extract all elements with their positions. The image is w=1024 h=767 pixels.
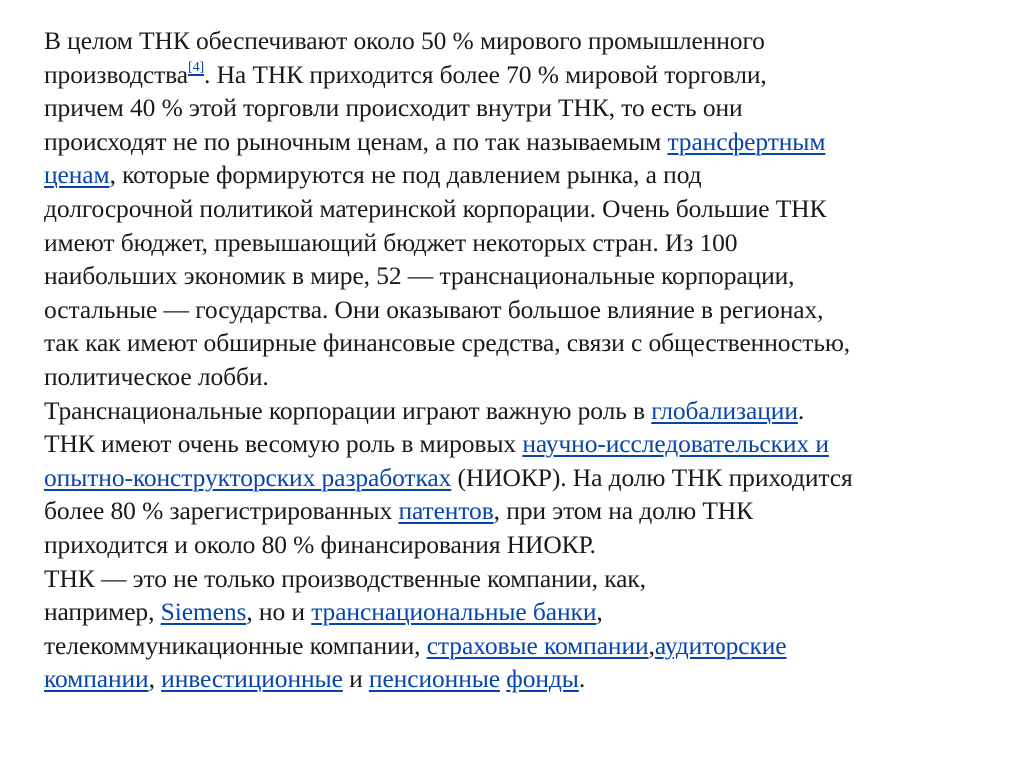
investment-link[interactable]: инвестиционные	[161, 664, 343, 694]
rnd-link[interactable]: научно-исследовательских и	[522, 429, 829, 459]
globalization-link[interactable]: глобализации	[651, 395, 798, 425]
text-line	[44, 427, 1004, 461]
text-line	[44, 662, 1004, 696]
rnd-link-cont[interactable]: опытно-конструкторских разработках	[44, 462, 452, 492]
text-run: долгосрочной политикой материнской корпорации. Очень большие ТНК	[44, 193, 827, 223]
footnote-ref-link[interactable]: [4]	[188, 60, 205, 76]
text-line	[44, 326, 1004, 360]
transfer-prices-link-cont[interactable]: ценам	[44, 160, 110, 190]
text-line	[44, 293, 1004, 327]
transfer-prices-link[interactable]: трансфертным	[667, 126, 826, 156]
text-run: ,	[596, 597, 603, 627]
text-line	[44, 528, 1004, 562]
pension-link[interactable]: пенсионные	[368, 664, 500, 694]
text-run: происходят не по рыночным ценам, а по так называемым	[44, 126, 668, 156]
text-run: . На ТНК приходится более 70 % мировой торговли,	[204, 59, 767, 89]
text-run: , которые формируются не под давлением рынка, а под	[109, 160, 702, 190]
text-line	[44, 360, 1004, 394]
text-run: .	[578, 664, 586, 694]
text-run: .	[797, 395, 805, 425]
text-run: остальные — государства. Они оказывают большое влияние в регионах,	[44, 294, 824, 324]
article-text	[44, 24, 1004, 696]
text-run: политическое лобби.	[44, 361, 269, 391]
text-run: , при этом на долю ТНК	[493, 496, 754, 526]
text-run: ,	[648, 630, 655, 660]
text-run: например,	[44, 597, 161, 627]
text-run: ТНК — это не только производственные компании, как,	[44, 563, 646, 593]
text-line	[44, 192, 1004, 226]
audit-companies-link-cont[interactable]: компании	[44, 664, 149, 694]
text-run: В целом ТНК обеспечивают около 50 % мирового промышленного	[44, 26, 765, 55]
text-line	[44, 461, 1004, 495]
text-run: телекоммуникационные компании,	[44, 630, 427, 660]
text-run: , но и	[246, 597, 312, 627]
transnational-banks-link[interactable]: транснациональные банки	[311, 597, 597, 627]
patents-link[interactable]: патентов	[398, 496, 494, 526]
text-run: более 80 % зарегистрированных	[44, 496, 399, 526]
text-line	[44, 125, 1004, 159]
text-run: (НИОКР). На долю ТНК приходится	[451, 462, 853, 492]
text-line	[44, 58, 1004, 92]
text-line	[44, 91, 1004, 125]
text-line	[44, 24, 1004, 58]
text-run: так как имеют обширные финансовые средства, связи с общественностью,	[44, 328, 851, 358]
text-run: ,	[148, 664, 162, 694]
audit-companies-link[interactable]: аудиторские	[654, 630, 787, 660]
funds-link[interactable]: фонды	[506, 664, 579, 694]
text-line	[44, 394, 1004, 428]
text-run: имеют бюджет, превышающий бюджет некоторых стран. Из 100	[44, 227, 738, 257]
siemens-link[interactable]: Siemens	[160, 597, 247, 627]
text-run: наибольших экономик в мире, 52 — транснациональные корпорации,	[44, 261, 795, 291]
text-line	[44, 158, 1004, 192]
text-line	[44, 259, 1004, 293]
insurance-companies-link[interactable]: страховые компании	[426, 630, 649, 660]
text-line	[44, 226, 1004, 260]
text-run: и	[342, 664, 369, 694]
text-line	[44, 629, 1004, 663]
text-run: ТНК имеют очень весомую роль в мировых	[44, 429, 523, 459]
text-run: причем 40 % этой торговли происходит внутри ТНК, то есть они	[44, 93, 743, 123]
text-run: производства	[44, 59, 189, 89]
text-line	[44, 562, 1004, 596]
text-run: приходится и около 80 % финансирования НИОКР.	[44, 529, 596, 559]
text-line	[44, 494, 1004, 528]
text-run: Транснациональные корпорации играют важную роль в	[44, 395, 652, 425]
text-line	[44, 595, 1004, 629]
